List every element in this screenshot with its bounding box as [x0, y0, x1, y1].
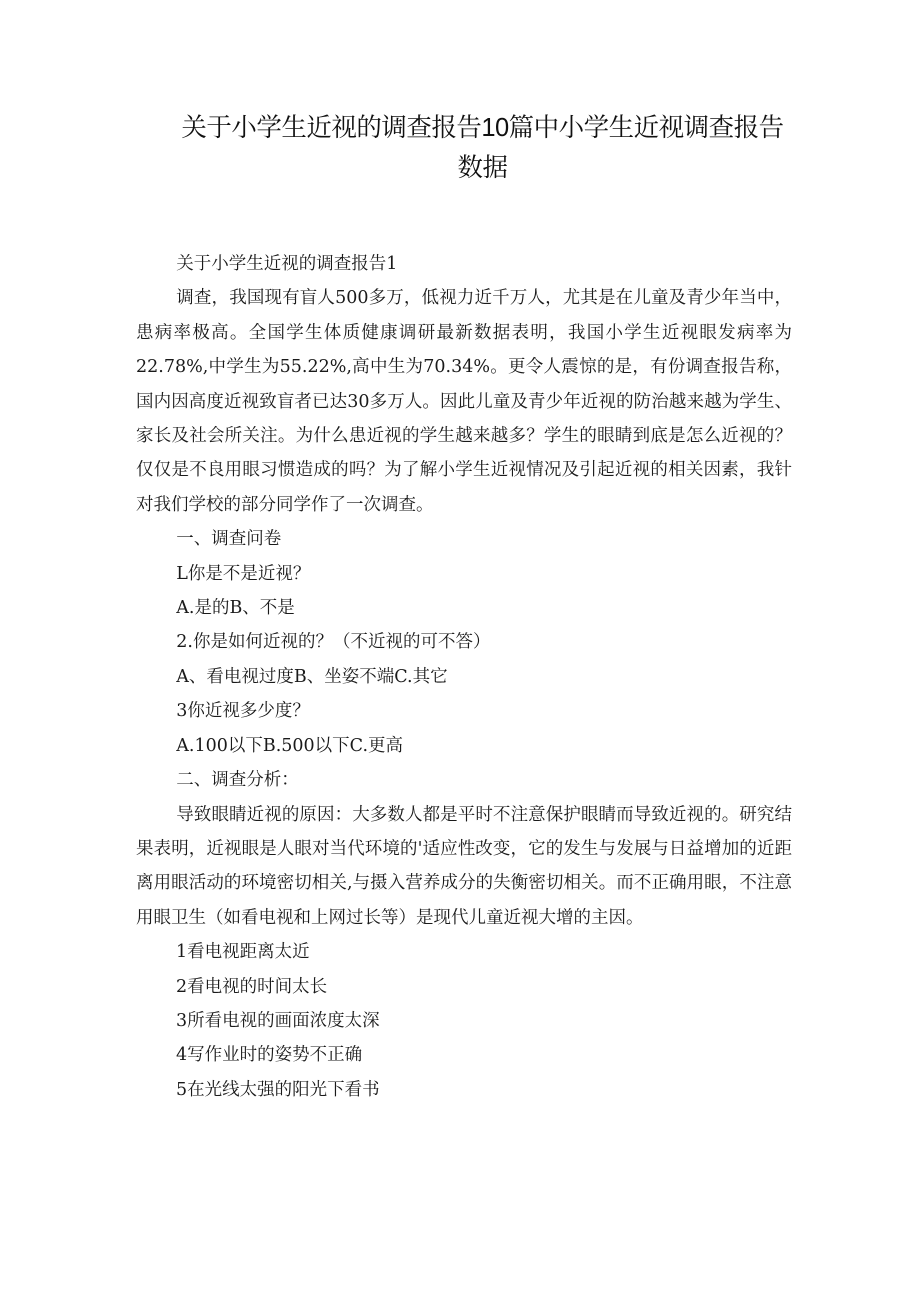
analysis-paragraph: 导致眼睛近视的原因：大多数人都是平时不注意保护眼睛而导致近视的。研究结果表明，近视眼是人眼对当代环境的'适应性改变，它的发生与发展与日益增加的近距离用眼活动的环境密切相关,与摄入营养成分的失衡密切相关。而不正确用眼，不注意用眼卫生（如看电视和上网过长等）是现代儿童近视大增的主因。	[136, 804, 792, 928]
cause-item: 4写作业时的姿势不正确	[176, 1045, 363, 1066]
question-3: 3你近视多少度？	[176, 701, 310, 722]
document-body	[136, 247, 792, 1107]
cause-item: 3所看电视的画面浓度太深	[176, 1010, 380, 1031]
section-heading-questionnaire: 一、调查问卷	[176, 529, 282, 550]
question-1: L你是不是近视？	[176, 563, 311, 584]
question-2: 2.你是如何近视的？（不近视的可不答）	[176, 632, 491, 653]
intro-paragraph: 调查，我国现有盲人500多万，低视力近千万人，尤其是在儿童及青少年当中，患病率极高。全国学生体质健康调研最新数据表明，我国小学生近视眼发病率为22.78%,中学生为55.22%,高中生为70.34%。更令人震惊的是，有份调查报告称，国内因高度近视致盲者已达30多万人。因此儿童及青少年近视的防治越来越为学生、家长及社会所关注。为什么患近视的学生越来越多？学生的眼睛到底是怎么近视的？仅仅是不良用眼习惯造成的吗？为了解小学生近视情况及引起近视的相关因素，我针对我们学校的部分同学作了一次调查。	[136, 288, 792, 515]
question-3-options: A.100以下B.500以下C.更高	[176, 735, 404, 756]
document-title: 关于小学生近视的调查报告10篇中小学生近视调查报告数据	[181, 114, 784, 182]
cause-item: 1看电视距离太近	[176, 942, 310, 963]
cause-item: 2看电视的时间太长	[176, 976, 328, 997]
section-heading-report: 关于小学生近视的调查报告1	[176, 254, 398, 274]
section-heading-analysis: 二、调查分析：	[176, 770, 299, 791]
cause-item: 5在光线太强的阳光下看书	[176, 1079, 380, 1100]
question-2-options: A、看电视过度B、坐姿不端C.其它	[176, 666, 448, 687]
question-1-options: A.是的B、不是	[176, 598, 295, 619]
